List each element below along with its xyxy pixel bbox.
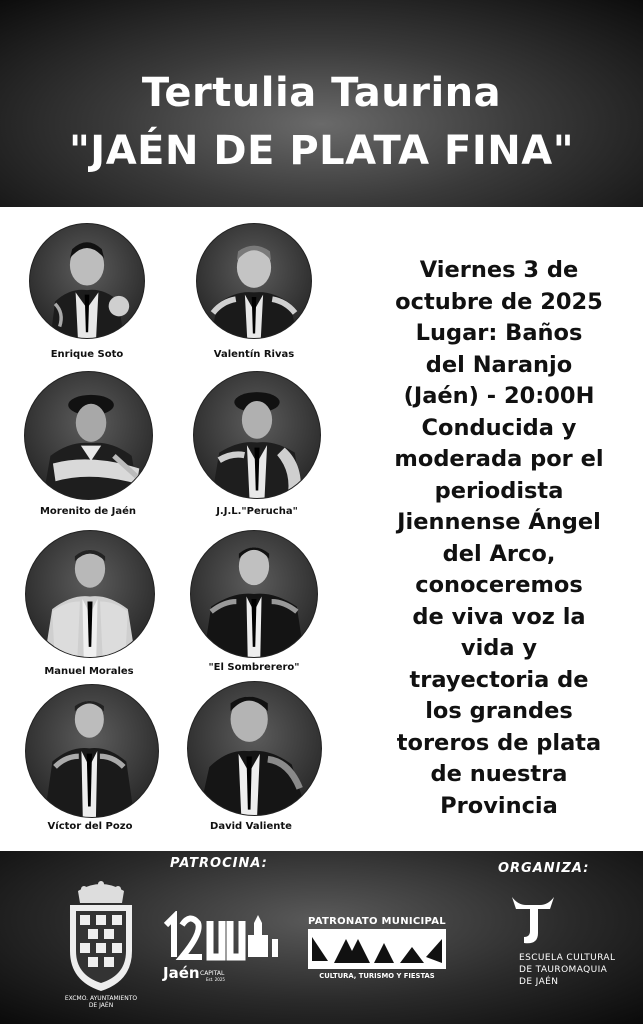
organiza-label: ORGANIZA: xyxy=(498,861,590,876)
escuela-line: ESCUELA CULTURAL xyxy=(519,953,616,963)
portrait-manuel-morales xyxy=(25,530,155,658)
torero-name: J.J.L."Perucha" xyxy=(216,506,298,517)
escuela-text xyxy=(519,952,615,988)
jaen-logo-capital: CAPITAL xyxy=(200,970,225,977)
portrait-enrique-soto xyxy=(29,223,145,339)
event-line: los grandes xyxy=(425,698,573,724)
event-line: Provincia xyxy=(440,792,558,819)
ayuntamiento-caption xyxy=(56,995,146,1009)
torero-photo-icon xyxy=(194,372,320,498)
ayuntamiento-caption-line: EXCMO. AYUNTAMIENTO xyxy=(64,995,138,1002)
portrait-victor-del-pozo xyxy=(25,684,159,818)
jaen-1200-icon xyxy=(160,911,282,963)
event-line: periodista xyxy=(434,477,564,504)
title-line-1: Tertulia Taurina xyxy=(141,70,502,116)
torero-name: Valentín Rivas xyxy=(213,349,295,360)
jaen-logo-word: Jaén xyxy=(163,964,200,982)
event-line: trayectoria de xyxy=(409,666,589,693)
main-panel xyxy=(0,207,643,851)
ayuntamiento-caption-line: DE JAÉN xyxy=(88,1002,114,1009)
header-banner xyxy=(0,0,643,207)
sponsors-footer xyxy=(0,851,643,1024)
portrait-el-sombrerero xyxy=(190,530,318,658)
torero-name: Manuel Morales xyxy=(44,666,134,677)
patronato-subtitle: CULTURA, TURISMO Y FIESTAS xyxy=(319,972,435,980)
event-line: de viva voz la xyxy=(412,603,586,630)
event-line: (Jaén) - 20:00H xyxy=(403,383,595,409)
escuela-line: DE JAÉN xyxy=(519,977,559,987)
event-line: Viernes 3 de xyxy=(419,257,579,283)
torero-photo-icon xyxy=(197,224,311,338)
torero-photo-icon xyxy=(30,224,144,338)
portrait-jjl-perucha xyxy=(193,371,321,499)
torero-name: David Valiente xyxy=(210,821,292,832)
portrait-morenito-de-jaen xyxy=(24,371,153,500)
escuela-line: DE TAUROMAQUIA xyxy=(519,965,608,975)
event-line: conoceremos xyxy=(415,572,583,598)
patrocina-label: PATROCINA: xyxy=(170,856,268,871)
event-line: Jiennense Ángel xyxy=(397,509,601,535)
torero-name: "El Sombrerero" xyxy=(208,662,300,673)
torero-name: Enrique Soto xyxy=(50,349,124,360)
patronato-emblem-icon xyxy=(308,929,446,969)
coat-of-arms-icon xyxy=(64,881,138,993)
event-line: vida y xyxy=(460,635,538,661)
escuela-emblem-icon xyxy=(510,895,556,947)
escuela-tauromaquia-logo xyxy=(510,895,556,947)
torero-photo-icon xyxy=(26,531,154,657)
torero-name: Víctor del Pozo xyxy=(47,821,133,832)
event-line: del Naranjo xyxy=(425,351,573,378)
jaen-logo-est: Est. 2025 xyxy=(206,977,225,982)
torero-name: Morenito de Jaén xyxy=(39,506,136,517)
portrait-david-valiente xyxy=(187,681,322,816)
torero-photo-icon xyxy=(188,682,321,815)
torero-photo-icon xyxy=(191,531,317,657)
jaen-1200-logo xyxy=(160,911,282,963)
event-line: moderada por el xyxy=(394,446,604,472)
event-line: del Arco, xyxy=(442,540,556,567)
event-line: de nuestra xyxy=(430,761,568,787)
portrait-valentin-rivas xyxy=(196,223,312,339)
event-line: Lugar: Baños xyxy=(415,320,583,346)
ayuntamiento-shield-logo xyxy=(64,881,138,993)
event-line: octubre de 2025 xyxy=(395,288,603,315)
patronato-title: PATRONATO MUNICIPAL xyxy=(308,916,446,927)
title-line-2: "JAÉN DE PLATA FINA" xyxy=(68,128,575,174)
torero-photo-icon xyxy=(26,685,158,817)
event-description xyxy=(368,255,630,822)
event-line: Conducida y xyxy=(421,414,577,441)
torero-photo-icon xyxy=(25,372,152,499)
patronato-municipal-logo xyxy=(308,916,446,980)
event-line: toreros de plata xyxy=(396,729,602,756)
